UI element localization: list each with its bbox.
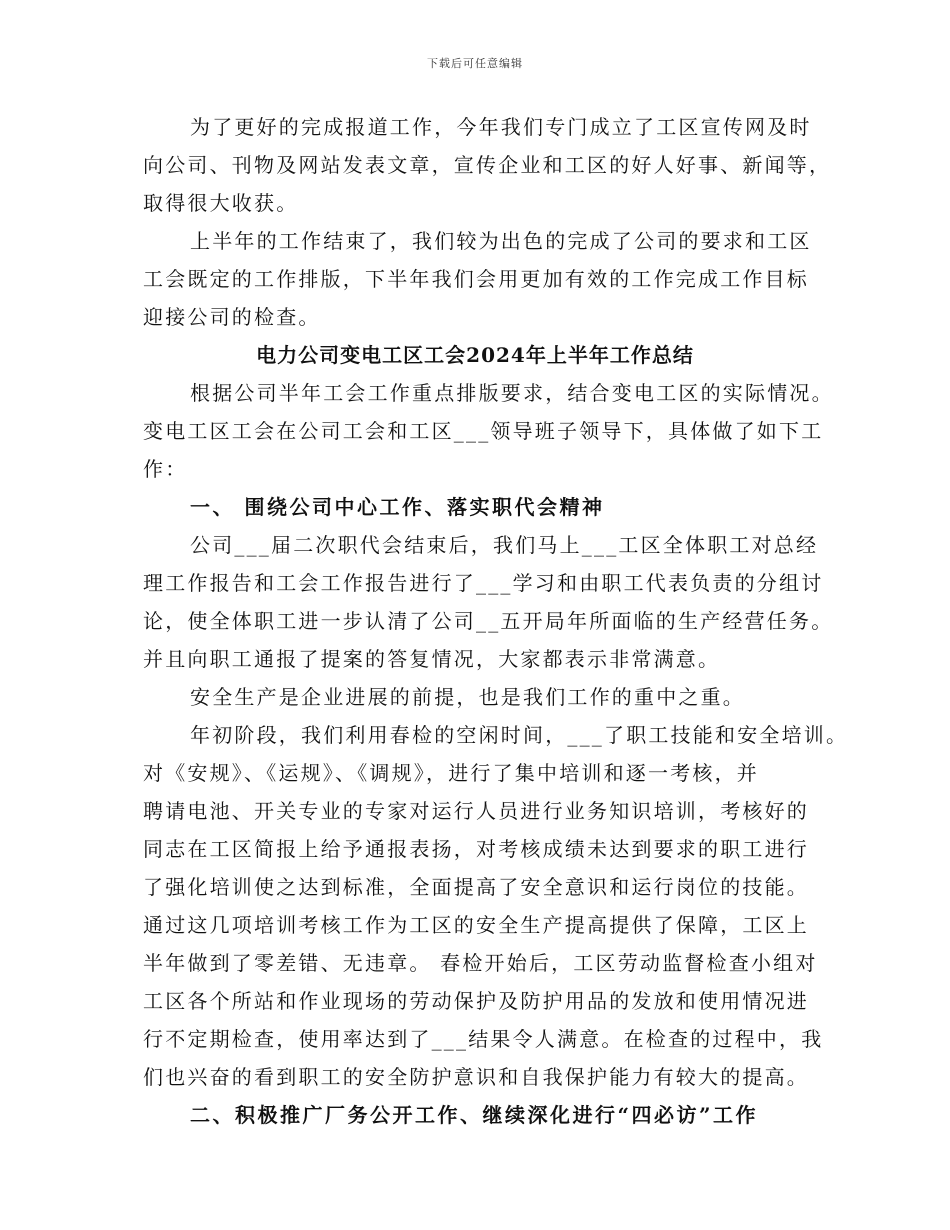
paragraph-line: 年初阶段，我们利用春检的空闲时间，___了职工技能和安全培训。: [190, 723, 849, 747]
section-heading: 二、积极推广厂务公开工作、继续深化进行“四必访”工作: [190, 1103, 759, 1127]
paragraph-line: 变电工区工会在公司工会和工区___领导班子领导下，具体做了如下工: [143, 419, 824, 443]
document-title: 电力公司变电工区工会2024年上半年工作总结: [256, 343, 694, 367]
paragraph-line: 对《安规》、《运规》、《调规》，进行了集中培训和逐一考核，并: [143, 761, 759, 785]
paragraph-line: 为了更好的完成报道工作，今年我们专门成立了工区宣传网及时: [190, 115, 812, 139]
paragraph-line: 通过这几项培训考核工作为工区的安全生产提高提供了保障，工区上: [143, 913, 809, 937]
section-heading: 一、 围绕公司中心工作、落实职代会精神: [190, 495, 605, 519]
paragraph-line: 取得很大收获。: [143, 191, 299, 215]
paragraph-line: 聘请电池、开关专业的专家对运行人员进行业务知识培训，考核好的: [143, 799, 809, 823]
paragraph-line: 安全生产是企业进展的前提，也是我们工作的重中之重。: [190, 685, 745, 709]
paragraph-line: 并且向职工通报了提案的答复情况，大家都表示非常满意。: [143, 647, 721, 671]
paragraph-line: 上半年的工作结束了，我们较为出色的完成了公司的要求和工区: [190, 229, 812, 253]
paragraph-line: 论，使全体职工进一步认清了公司__五开局年所面临的生产经营任务。: [143, 609, 834, 633]
paragraph-line: 半年做到了零差错、无违章。 春检开始后，工区劳动监督检查小组对: [143, 951, 818, 975]
paragraph-line: 迎接公司的检查。: [143, 305, 321, 329]
paragraph-line: 同志在工区简报上给予通报表扬，对考核成绩未达到要求的职工进行: [143, 837, 809, 861]
paragraph-line: 向公司、刊物及网站发表文章，宣传企业和工区的好人好事、新闻等，: [143, 153, 832, 177]
paragraph-line: 了强化培训使之达到标准，全面提高了安全意识和运行岗位的技能。: [143, 875, 809, 899]
paragraph-line: 工区各个所站和作业现场的劳动保护及防护用品的发放和使用情况进: [143, 989, 809, 1013]
paragraph-line: 们也兴奋的看到职工的安全防护意识和自我保护能力有较大的提高。: [143, 1065, 809, 1089]
paragraph-line: 根据公司半年工会工作重点排版要求，结合变电工区的实际情况。: [190, 381, 834, 405]
paragraph-line: 行不定期检查，使用率达到了___结果令人满意。在检查的过程中，我: [143, 1027, 824, 1051]
paragraph-line: 理工作报告和工会工作报告进行了___学习和由职工代表负责的分组讨: [143, 571, 824, 595]
header-note: 下载后可任意编辑: [427, 57, 523, 70]
paragraph-line: 公司___届二次职代会结束后，我们马上___工区全体职工对总经: [190, 533, 819, 557]
paragraph-line: 作：: [143, 457, 188, 481]
paragraph-line: 工会既定的工作排版，下半年我们会用更加有效的工作完成工作目标: [143, 267, 809, 291]
